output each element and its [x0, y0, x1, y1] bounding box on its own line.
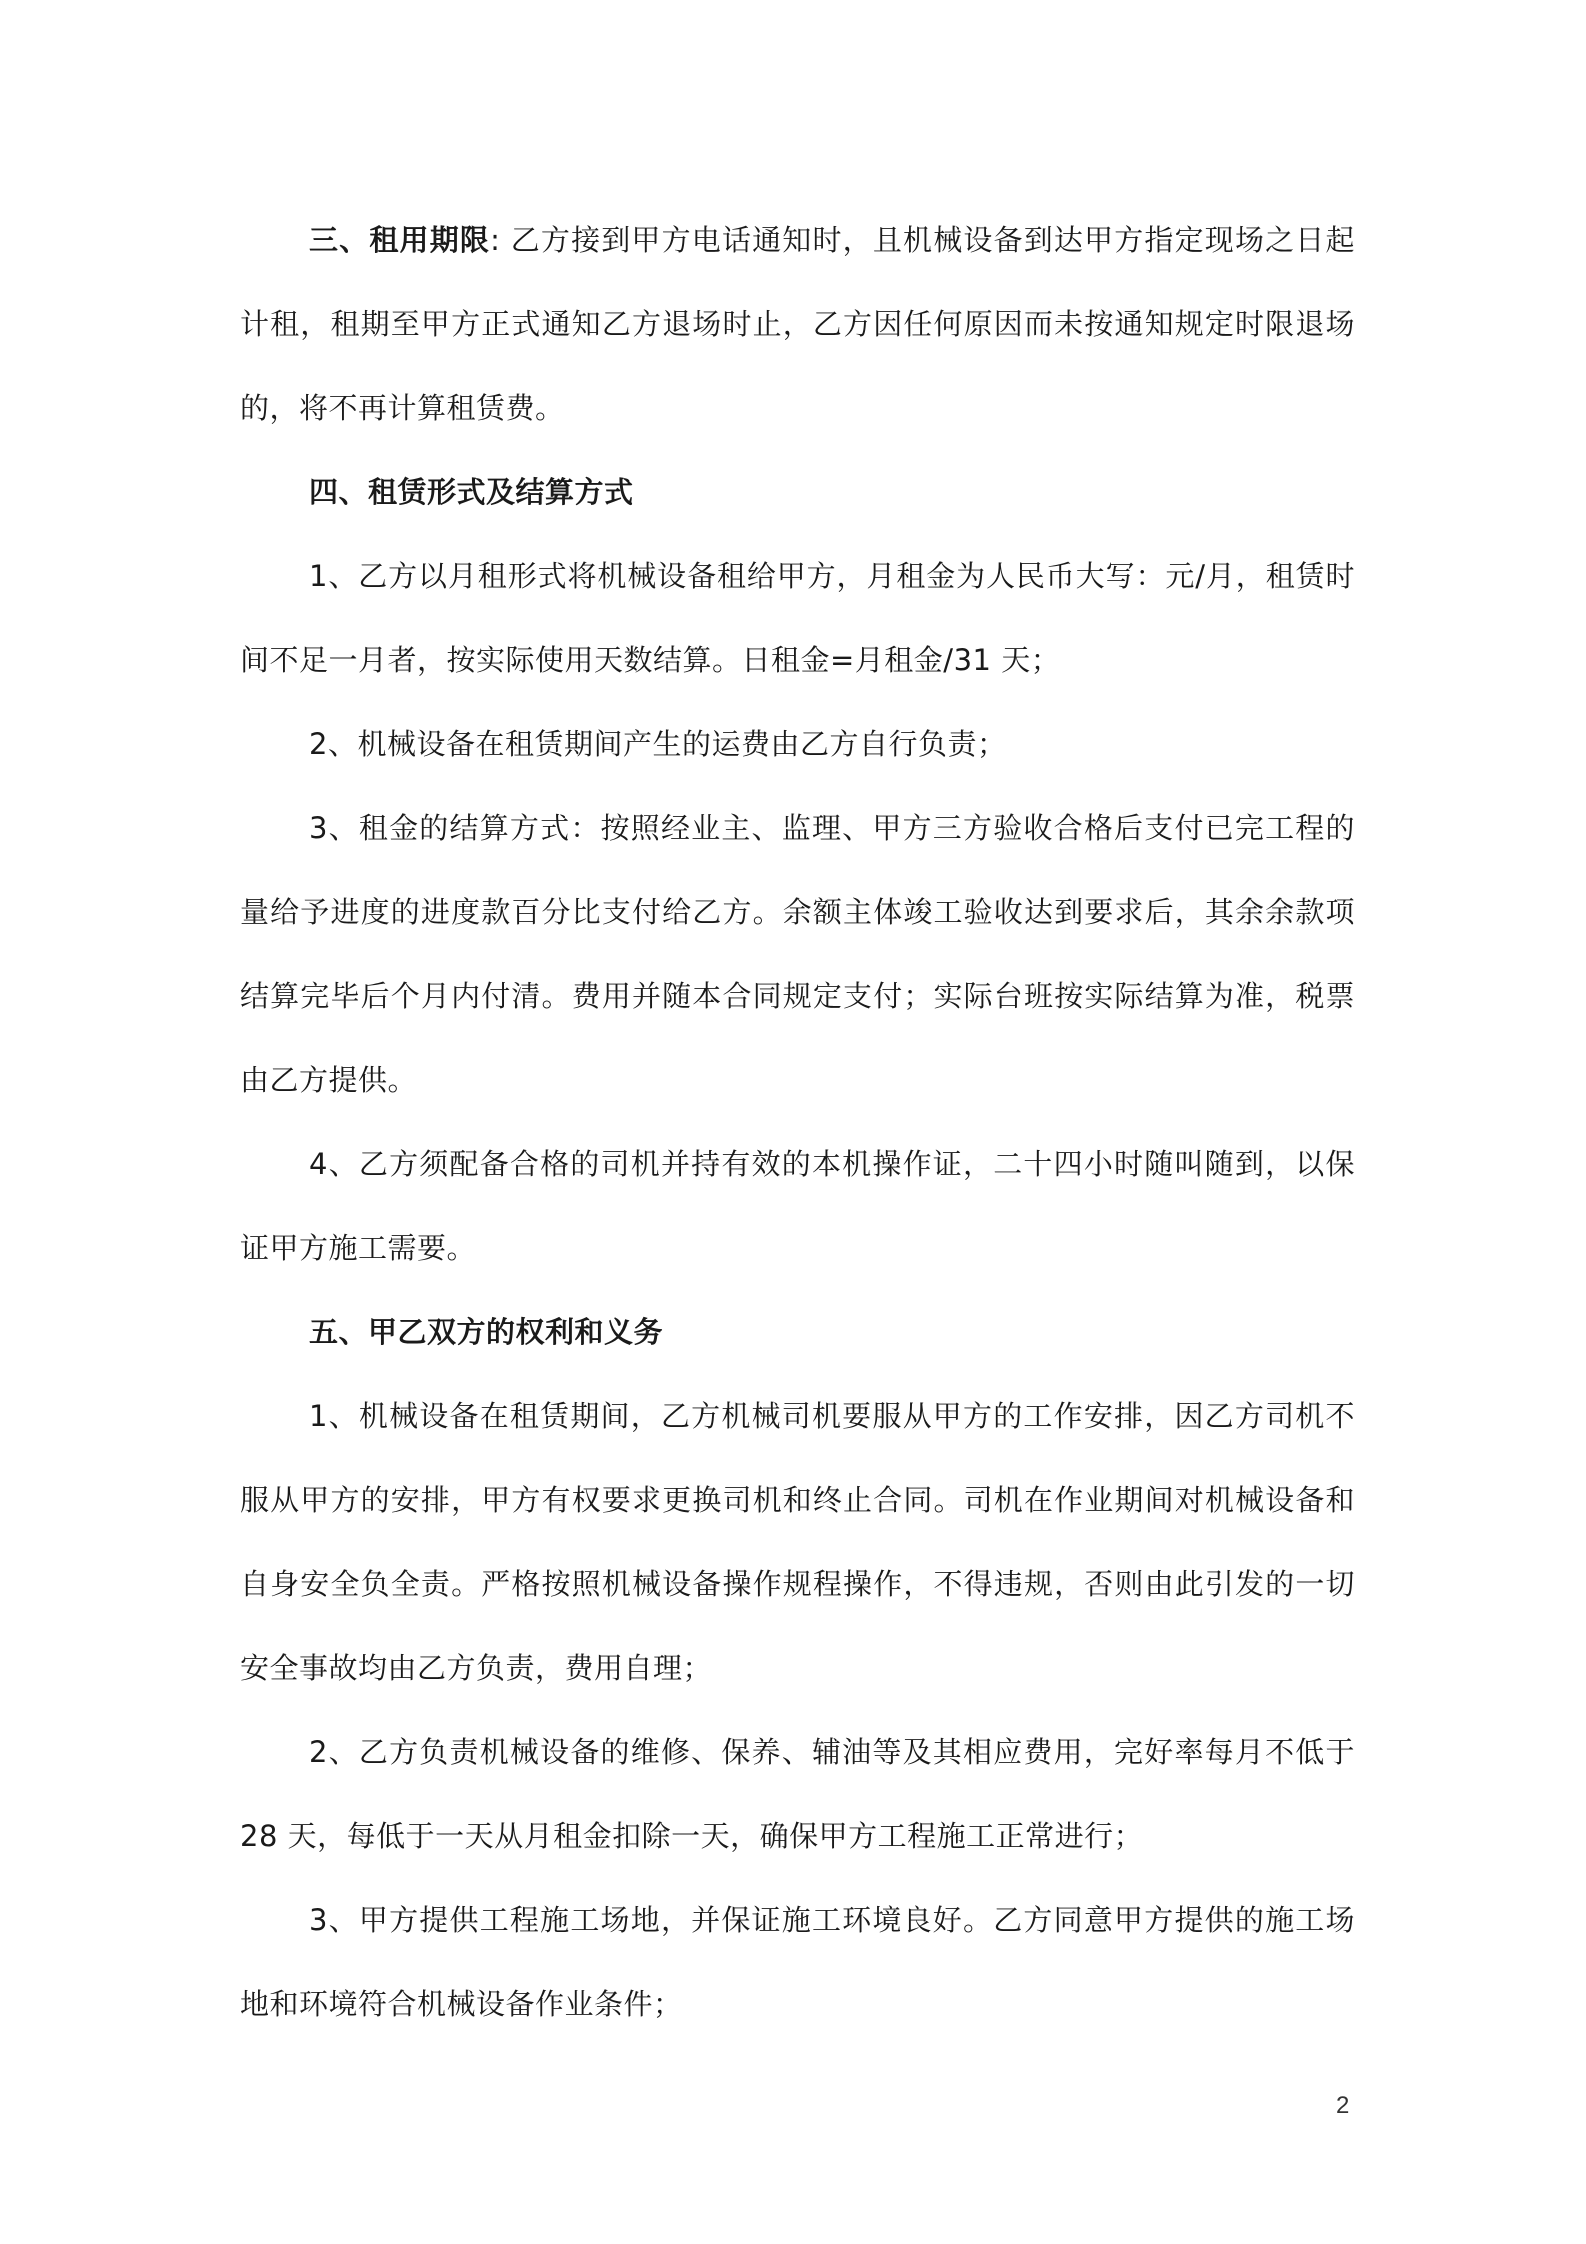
document-body	[240, 198, 1355, 2046]
clause-5-3: 3、甲方提供工程施工场地，并保证施工环境良好。乙方同意甲方提供的施工场地和环境符合机械设备作业条件；	[240, 1903, 1355, 2021]
clause-title-lease-term: 三、租用期限	[309, 223, 491, 257]
page-number: 2	[1336, 2092, 1350, 2119]
section-heading-rights-obligations: 五、甲乙双方的权利和义务	[309, 1315, 664, 1349]
clause-4-2: 2、机械设备在租赁期间产生的运费由乙方自行负责；	[309, 727, 1007, 761]
paragraph-lease-term	[240, 198, 1355, 450]
clause-4-3: 3、租金的结算方式：按照经业主、监理、甲方三方验收合格后支付已完工程的量给予进度的进度款百分比支付给乙方。余额主体竣工验收达到要求后，其余余款项结算完毕后个月内付清。费用并随本合同规定支付；实际台班按实际结算为准，税票由乙方提供。	[240, 811, 1355, 1097]
clause-5-2: 2、乙方负责机械设备的维修、保养、辅油等及其相应费用，完好率每月不低于 28 天，每低于一天从月租金扣除一天，确保甲方工程施工正常进行；	[240, 1735, 1355, 1853]
clause-4-1: 1、乙方以月租形式将机械设备租给甲方，月租金为人民币大写：元/月，租赁时间不足一月者，按实际使用天数结算。日租金=月租金/31 天；	[240, 559, 1355, 677]
clause-4-4: 4、乙方须配备合格的司机并持有效的本机操作证，二十四小时随叫随到，以保证甲方施工需要。	[240, 1147, 1355, 1265]
section-heading-lease-settlement: 四、租赁形式及结算方式	[309, 475, 634, 509]
clause-5-1: 1、机械设备在租赁期间，乙方机械司机要服从甲方的工作安排，因乙方司机不服从甲方的安排，甲方有权要求更换司机和终止合同。司机在作业期间对机械设备和自身安全负全责。严格按照机械设备操作规程操作，不得违规，否则由此引发的一切安全事故均由乙方负责，费用自理；	[240, 1399, 1355, 1685]
clause-text-lease-term: : 乙方接到甲方电话通知时，且机械设备到达甲方指定现场之日起计租，租期至甲方正式通知乙方退场时止，乙方因任何原因而未按通知规定时限退场的，将不再计算租赁费。	[240, 223, 1355, 425]
